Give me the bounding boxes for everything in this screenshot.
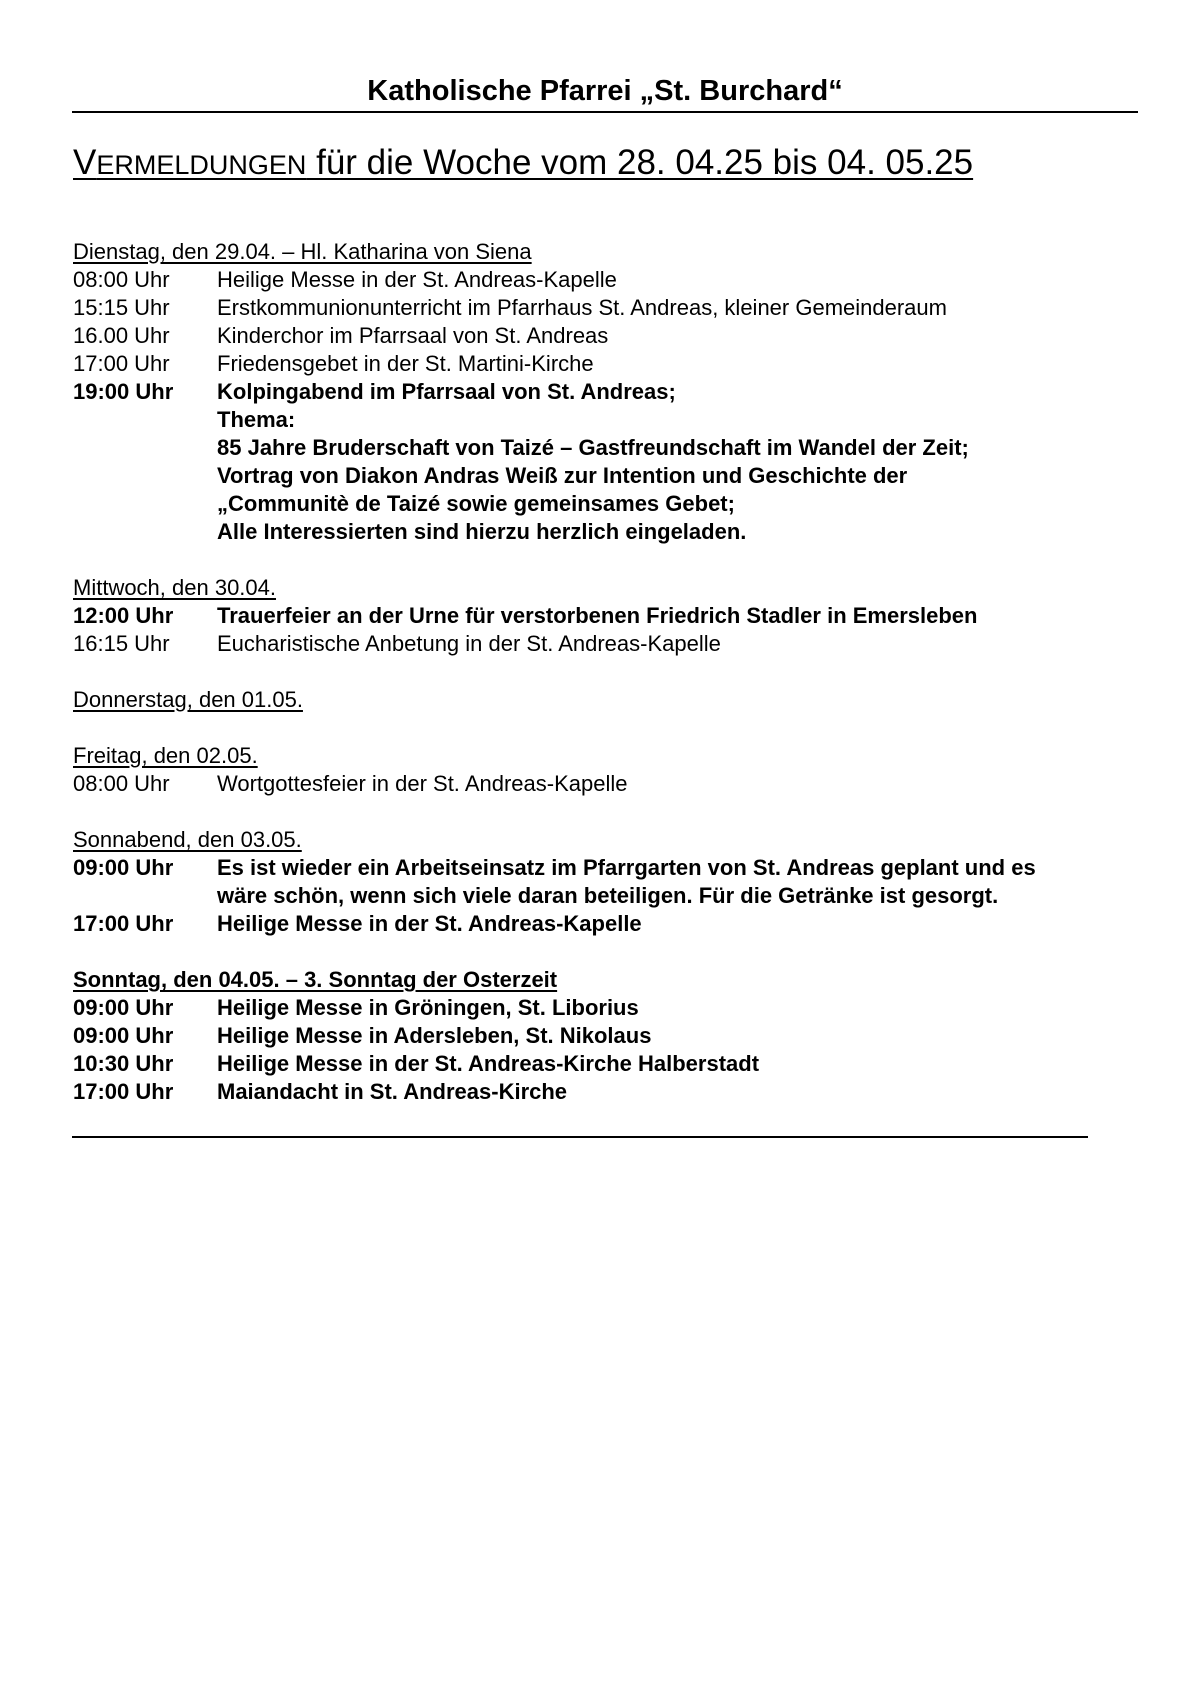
schedule-entry bbox=[73, 378, 1153, 546]
day-title: Donnerstag, den 01.05. bbox=[73, 687, 303, 712]
day-title: Mittwoch, den 30.04. bbox=[73, 575, 277, 600]
schedule-entry bbox=[73, 1050, 1153, 1078]
entry-time: 17:00 Uhr bbox=[73, 911, 174, 936]
entry-line: Heilige Messe in Gröningen, St. Liborius bbox=[217, 995, 639, 1020]
entry-line: Eucharistische Anbetung in der St. Andreas-Kapelle bbox=[217, 631, 721, 656]
entry-line: Vortrag von Diakon Andras Weiß zur Intention und Geschichte der bbox=[217, 463, 908, 488]
entry-description bbox=[217, 1022, 1153, 1050]
entry-line: Erstkommunionunterricht im Pfarrhaus St. Andreas, kleiner Gemeinderaum bbox=[217, 295, 947, 320]
schedule-entry bbox=[73, 294, 1153, 322]
entry-description bbox=[217, 1078, 1153, 1106]
schedule-entry bbox=[73, 994, 1153, 1022]
entry-description bbox=[217, 322, 1153, 350]
schedule-entry bbox=[73, 910, 1153, 938]
entry-line: Maiandacht in St. Andreas-Kirche bbox=[217, 1079, 568, 1104]
entry-line: wäre schön, wenn sich viele daran beteiligen. Für die Getränke ist gesorgt. bbox=[217, 883, 999, 908]
schedule-entry bbox=[73, 854, 1153, 910]
entry-line: Es ist wieder ein Arbeitseinsatz im Pfarrgarten von St. Andreas geplant und es bbox=[217, 855, 1036, 880]
entry-description bbox=[217, 350, 1153, 378]
entry-line: Thema: bbox=[217, 407, 296, 432]
day-section bbox=[73, 686, 1153, 714]
entry-time: 10:30 Uhr bbox=[73, 1051, 174, 1076]
title-initial: V bbox=[73, 143, 97, 182]
entry-line: Kinderchor im Pfarrsaal von St. Andreas bbox=[217, 323, 609, 348]
title-small-caps: ERMELDUNGEN bbox=[96, 150, 307, 180]
title-rest: für die Woche vom 28. 04.25 bis 04. 05.25 bbox=[306, 143, 974, 182]
day-section bbox=[73, 238, 1153, 546]
entry-time: 19:00 Uhr bbox=[73, 379, 174, 404]
day-section bbox=[73, 574, 1153, 658]
day-section bbox=[73, 742, 1153, 798]
day-title: Dienstag, den 29.04. – Hl. Katharina von Siena bbox=[73, 239, 532, 264]
schedule-entry bbox=[73, 602, 1153, 630]
footer-rule bbox=[72, 1136, 1088, 1138]
schedule-entry bbox=[73, 1022, 1153, 1050]
entry-description bbox=[217, 854, 1153, 910]
day-title: Sonntag, den 04.05. – 3. Sonntag der Osterzeit bbox=[73, 967, 558, 992]
entry-line: Heilige Messe in der St. Andreas-Kapelle bbox=[217, 911, 642, 936]
schedule-entry bbox=[73, 350, 1153, 378]
entry-description bbox=[217, 266, 1153, 294]
entry-description bbox=[217, 1050, 1153, 1078]
schedule bbox=[73, 238, 1153, 1134]
entry-line: Kolpingabend im Pfarrsaal von St. Andreas; bbox=[217, 379, 676, 404]
schedule-entry bbox=[73, 770, 1153, 798]
entry-time: 08:00 Uhr bbox=[73, 771, 170, 796]
entry-time: 08:00 Uhr bbox=[73, 267, 170, 292]
parish-name: Katholische Pfarrei „St. Burchard“ bbox=[367, 75, 843, 107]
entry-description bbox=[217, 630, 1153, 658]
entry-time: 09:00 Uhr bbox=[73, 855, 174, 880]
entry-line: Heilige Messe in der St. Andreas-Kapelle bbox=[217, 267, 617, 292]
day-title: Sonnabend, den 03.05. bbox=[73, 827, 302, 852]
entry-line: Heilige Messe in der St. Andreas-Kirche Halberstadt bbox=[217, 1051, 760, 1076]
entry-line: 85 Jahre Bruderschaft von Taizé – Gastfreundschaft im Wandel der Zeit; bbox=[217, 435, 969, 460]
entry-time: 17:00 Uhr bbox=[73, 1079, 174, 1104]
entry-time: 17:00 Uhr bbox=[73, 351, 170, 376]
schedule-entry bbox=[73, 322, 1153, 350]
entry-time: 09:00 Uhr bbox=[73, 995, 174, 1020]
entry-description bbox=[217, 994, 1153, 1022]
entry-description bbox=[217, 378, 1153, 546]
page-title bbox=[73, 143, 973, 185]
day-section bbox=[73, 966, 1153, 1106]
schedule-entry bbox=[73, 1078, 1153, 1106]
entry-description bbox=[217, 602, 1153, 630]
entry-line: Alle Interessierten sind hierzu herzlich eingeladen. bbox=[217, 519, 747, 544]
entry-time: 09:00 Uhr bbox=[73, 1023, 174, 1048]
entry-line: Trauerfeier an der Urne für verstorbenen Friedrich Stadler in Emersleben bbox=[217, 603, 978, 628]
header-rule bbox=[72, 111, 1138, 113]
entry-line: Wortgottesfeier in der St. Andreas-Kapelle bbox=[217, 771, 628, 796]
entry-description bbox=[217, 770, 1153, 798]
entry-time: 15:15 Uhr bbox=[73, 295, 170, 320]
entry-line: „Communitè de Taizé sowie gemeinsames Gebet; bbox=[217, 491, 735, 516]
entry-time: 16:15 Uhr bbox=[73, 631, 170, 656]
entry-time: 12:00 Uhr bbox=[73, 603, 174, 628]
entry-line: Friedensgebet in der St. Martini-Kirche bbox=[217, 351, 594, 376]
entry-description bbox=[217, 294, 1153, 322]
entry-description bbox=[217, 910, 1153, 938]
schedule-entry bbox=[73, 266, 1153, 294]
schedule-entry bbox=[73, 630, 1153, 658]
entry-line: Heilige Messe in Adersleben, St. Nikolaus bbox=[217, 1023, 652, 1048]
day-title: Freitag, den 02.05. bbox=[73, 743, 258, 768]
entry-time: 16.00 Uhr bbox=[73, 323, 170, 348]
day-section bbox=[73, 826, 1153, 938]
